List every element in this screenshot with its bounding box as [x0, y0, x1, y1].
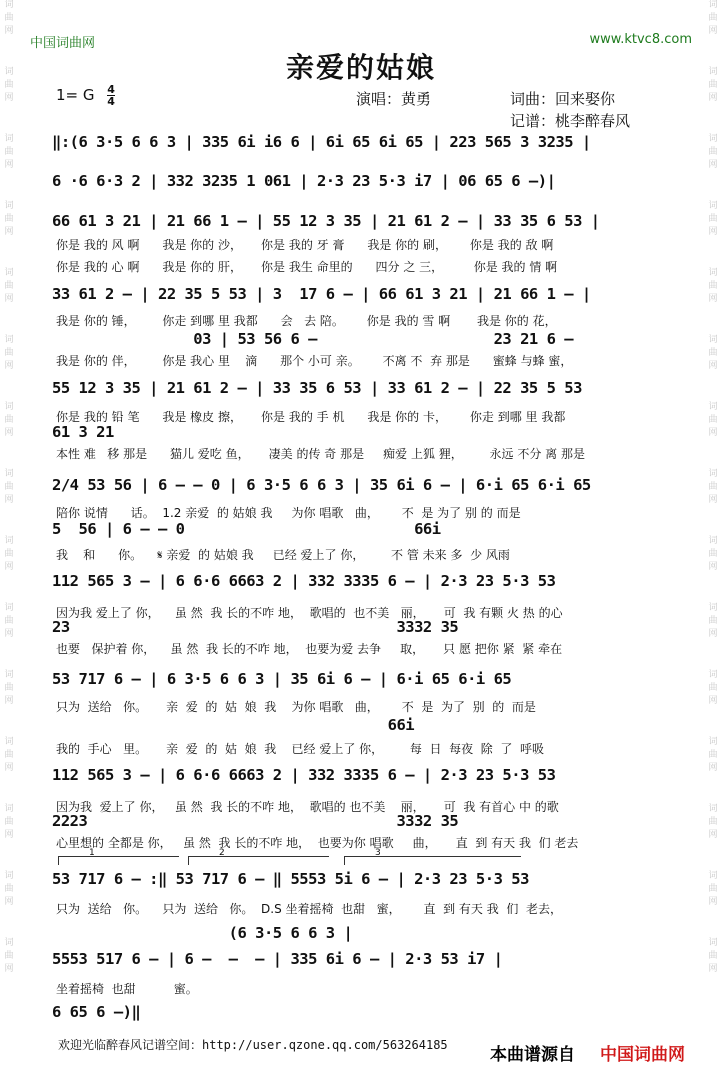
watermark-glyph: 曲: [708, 549, 718, 559]
watermark-glyph: 词: [4, 670, 14, 680]
watermark-glyph: 网: [708, 361, 718, 371]
notation-row: 2223 3332 35: [52, 812, 459, 830]
watermark-glyph: 网: [708, 562, 718, 572]
watermark-glyph: 词: [708, 402, 718, 412]
watermark-glyph: 曲: [4, 415, 14, 425]
watermark-glyph: 网: [4, 495, 14, 505]
watermark-glyph: 词: [708, 134, 718, 144]
left-watermark-strip: [0, 0, 18, 1087]
watermark-glyph: 曲: [708, 951, 718, 961]
watermark-glyph: 词: [708, 268, 718, 278]
watermark-glyph: 词: [708, 469, 718, 479]
watermark-glyph: 网: [4, 26, 14, 36]
watermark-glyph: 词: [4, 402, 14, 412]
lyric-line: 我是 你的 伴， 你是 我心 里 滴 那个 小可 亲。 不离 不 弃 那是 蜜蜂 与蜂 蜜，: [56, 354, 573, 368]
watermark-glyph: 网: [4, 629, 14, 639]
notation-row: 66 61 3 21 | 21 66 1 – | 55 12 3 35 | 21 61 2 – | 33 35 6 53 |: [52, 212, 600, 230]
watermark-glyph: 网: [708, 160, 718, 170]
watermark-glyph: 网: [4, 93, 14, 103]
lyric-line: 我是 你的 锤， 你走 到哪 里 我都 会 去 陪。 你是 我的 雪 啊 我是 你的 花，: [56, 314, 557, 328]
site-url[interactable]: www.ktvc8.com: [589, 32, 692, 47]
volta-label-2: 2: [219, 848, 225, 858]
notation-row: ‖:(6 3·5 6 6 3 | 335 6i i6 6 | 6i 65 6i 65 | 223 565 3 3235 |: [52, 133, 591, 151]
notation-row: 66i: [52, 716, 415, 734]
key-signature: [56, 84, 115, 107]
time-bottom: 4: [107, 95, 115, 108]
watermark-glyph: 词: [4, 67, 14, 77]
watermark-glyph: 曲: [708, 884, 718, 894]
watermark-glyph: 网: [4, 696, 14, 706]
right-watermark-strip: [704, 0, 722, 1087]
watermark-glyph: 曲: [4, 281, 14, 291]
watermark-glyph: 网: [4, 763, 14, 773]
time-signature: [107, 84, 115, 107]
lyric-line: 因为我 爱上了 你， 虽 然 我 长的不咋 地， 歌唱的 也不美 丽， 可 我 有首心 中 的歌: [56, 800, 559, 814]
watermark-glyph: 网: [708, 26, 718, 36]
watermark-glyph: 曲: [4, 817, 14, 827]
notation-row: 5 56 | 6 – – 0 66i: [52, 520, 441, 538]
watermark-glyph: 曲: [708, 482, 718, 492]
notation-row: 23 3332 35: [52, 618, 459, 636]
source-text: 本曲谱源自: [490, 1045, 575, 1065]
watermark-glyph: 词: [708, 67, 718, 77]
watermark-glyph: 曲: [4, 80, 14, 90]
watermark-glyph: 词: [708, 0, 718, 10]
singer: 演唱：黄勇: [356, 90, 432, 108]
watermark-glyph: 曲: [708, 415, 718, 425]
watermark-glyph: 曲: [4, 683, 14, 693]
watermark-glyph: 曲: [4, 147, 14, 157]
watermark-glyph: 网: [708, 696, 718, 706]
watermark-glyph: 词: [4, 804, 14, 814]
watermark-glyph: 词: [708, 536, 718, 546]
watermark-glyph: 网: [4, 428, 14, 438]
watermark-glyph: 曲: [708, 13, 718, 23]
watermark-glyph: 网: [708, 830, 718, 840]
lyric-line: 坐着摇椅 也甜 蜜。: [56, 982, 198, 996]
watermark-glyph: 网: [4, 964, 14, 974]
notation-row: 03 | 53 56 6 – 23 21 6 –: [52, 330, 574, 348]
lyric-line: 我 和 你。 𝄋 亲爱 的 姑娘 我 已经 爱上了 你， 不 管 未来 多 少 风雨: [56, 548, 510, 562]
volta-label-3: 3: [375, 848, 381, 858]
watermark-glyph: 网: [4, 227, 14, 237]
watermark-glyph: 词: [708, 335, 718, 345]
notation-row: 112 565 3 – | 6 6·6 6663 2 | 332 3335 6 – | 2·3 23 5·3 53: [52, 572, 556, 590]
lyric-line: 陪你 说情 话。 1.2 亲爱 的 姑娘 我 为你 唱歌 曲， 不 是 为了 别 的 而是: [56, 506, 521, 520]
watermark-glyph: 网: [708, 93, 718, 103]
watermark-glyph: 曲: [708, 348, 718, 358]
watermark-glyph: 词: [4, 536, 14, 546]
watermark-glyph: 曲: [708, 281, 718, 291]
watermark-glyph: 词: [4, 938, 14, 948]
watermark-glyph: 网: [4, 294, 14, 304]
volta-bracket-3: [344, 848, 521, 865]
watermark-glyph: 词: [708, 871, 718, 881]
watermark-glyph: 词: [4, 603, 14, 613]
watermark-glyph: 网: [708, 964, 718, 974]
watermark-glyph: 网: [708, 897, 718, 907]
watermark-glyph: 词: [4, 0, 14, 10]
watermark-glyph: 曲: [4, 482, 14, 492]
watermark-glyph: 词: [708, 201, 718, 211]
watermark-glyph: 网: [4, 562, 14, 572]
watermark-glyph: 网: [708, 227, 718, 237]
watermark-glyph: 词: [4, 134, 14, 144]
watermark-glyph: 曲: [708, 80, 718, 90]
watermark-glyph: 曲: [4, 884, 14, 894]
watermark-glyph: 词: [708, 804, 718, 814]
watermark-glyph: 网: [708, 495, 718, 505]
lyric-line: 本性 难 移 那是 猫儿 爱吃 鱼， 凄美 的传 奇 那是 痴爱 上狐 狸， 永远 不分 离 那是: [56, 447, 585, 461]
watermark-glyph: 曲: [4, 13, 14, 23]
watermark-glyph: 曲: [708, 817, 718, 827]
key-text: 1= G: [56, 86, 95, 104]
watermark-glyph: 曲: [4, 214, 14, 224]
watermark-glyph: 词: [708, 737, 718, 747]
watermark-glyph: 网: [4, 160, 14, 170]
watermark-glyph: 网: [708, 763, 718, 773]
watermark-glyph: 曲: [708, 683, 718, 693]
lyric-line: 只为 送给 你。 只为 送给 你。 D.S 坐着摇椅 也甜 蜜， 直 到 有天 我 们 老去，: [56, 902, 562, 916]
notation-row: 5553 517 6 – | 6 – – – | 335 6i 6 – | 2·3 53 i7 |: [52, 950, 503, 968]
watermark-glyph: 曲: [708, 214, 718, 224]
watermark-glyph: 网: [4, 361, 14, 371]
lyric-line: 也要 保护着 你， 虽 然 我 长的不咋 地， 也要为爱 去争 取， 只 愿 把你 紧 紧 牵在: [56, 642, 563, 656]
site-name: 中国词曲网: [30, 36, 96, 51]
notation-row: (6 3·5 6 6 3 |: [52, 924, 353, 942]
watermark-glyph: 曲: [708, 750, 718, 760]
watermark-glyph: 词: [4, 335, 14, 345]
watermark-glyph: 网: [708, 629, 718, 639]
lyric-line: 你是 我的 心 啊 我是 你的 肝， 你是 我生 命里的 四分 之 三， 你是 我的 情 啊: [56, 260, 558, 274]
watermark-glyph: 词: [4, 871, 14, 881]
watermark-glyph: 网: [4, 897, 14, 907]
song-title: 亲爱的姑娘: [285, 51, 436, 84]
watermark-glyph: 词: [708, 938, 718, 948]
watermark-glyph: 词: [4, 201, 14, 211]
lyric-line: 我的 手心 里。 亲 爱 的 姑 娘 我 已经 爱上了 你， 每 日 每夜 除 了 呼吸: [56, 742, 545, 756]
watermark-glyph: 曲: [708, 147, 718, 157]
notation-row: 33 61 2 – | 22 35 5 53 | 3 17 6 – | 66 61 3 21 | 21 66 1 – |: [52, 285, 591, 303]
notation-row: 53 717 6 – | 6 3·5 6 6 3 | 35 6i 6 – | 6·i 65 6·i 65: [52, 670, 512, 688]
watermark-glyph: 词: [4, 469, 14, 479]
visit-text: 欢迎光临醉春风记谱空间：http://user.qzone.qq.com/563264185: [58, 1038, 448, 1052]
volta-bracket-2: [188, 848, 329, 865]
watermark-glyph: 词: [4, 268, 14, 278]
watermark-glyph: 曲: [4, 750, 14, 760]
watermark-glyph: 曲: [4, 549, 14, 559]
volta-bracket-1: [58, 848, 179, 865]
lyric-line: 心里想的 全都是 你， 虽 然 我 长的不咋 地， 也要为你 唱歌 曲， 直 到 有天 我 们 老去: [56, 836, 579, 850]
volta-label-1: 1: [89, 848, 95, 858]
notation-row: 112 565 3 – | 6 6·6 6663 2 | 332 3335 6 – | 2·3 23 5·3 53: [52, 766, 556, 784]
watermark-glyph: 网: [4, 830, 14, 840]
composer: 词曲：回来娶你: [510, 90, 616, 108]
transcriber: 记谱：桃李醉春风: [510, 112, 631, 130]
notation-row: 55 12 3 35 | 21 61 2 – | 33 35 6 53 | 33 61 2 – | 22 35 5 53: [52, 379, 582, 397]
watermark-glyph: 网: [708, 294, 718, 304]
lyric-line: 因为我 爱上了 你， 虽 然 我 长的不咋 地， 歌唱的 也不美 丽， 可 我 有颗 火 热 的心: [56, 606, 563, 620]
watermark-glyph: 网: [708, 428, 718, 438]
notation-row: 61 3 21: [52, 423, 114, 441]
lyric-line: 你是 我的 铅 笔 我是 橡皮 擦， 你是 我的 手 机 我是 你的 卡， 你走 到哪 里 我都: [56, 410, 566, 424]
lyric-line: 只为 送给 你。 亲 爱 的 姑 娘 我 为你 唱歌 曲， 不 是 为了 别 的 而是: [56, 700, 536, 714]
watermark-glyph: 曲: [4, 348, 14, 358]
watermark-glyph: 词: [708, 603, 718, 613]
notation-row: 6 65 6 –)‖: [52, 1003, 141, 1021]
notation-row: 6 ·6 6·3 2 | 332 3235 1 061 | 2·3 23 5·3 i7 | 06 65 6 –)|: [52, 172, 556, 190]
watermark-glyph: 曲: [708, 616, 718, 626]
brand-text: 中国词曲网: [600, 1045, 685, 1065]
watermark-glyph: 曲: [4, 951, 14, 961]
lyric-line: 你是 我的 风 啊 我是 你的 沙， 你是 我的 牙 膏 我是 你的 刷， 你是 我的 敌 啊: [56, 238, 554, 252]
watermark-glyph: 曲: [4, 616, 14, 626]
notation-row: 53 717 6 – :‖ 53 717 6 – ‖ 5553 5i 6 – | 2·3 23 5·3 53: [52, 870, 529, 888]
watermark-glyph: 词: [708, 670, 718, 680]
watermark-glyph: 词: [4, 737, 14, 747]
time-top: 4: [107, 83, 115, 96]
notation-row: 2/4 53 56 | 6 – – 0 | 6 3·5 6 6 3 | 35 6i 6 – | 6·i 65 6·i 65: [52, 476, 591, 494]
